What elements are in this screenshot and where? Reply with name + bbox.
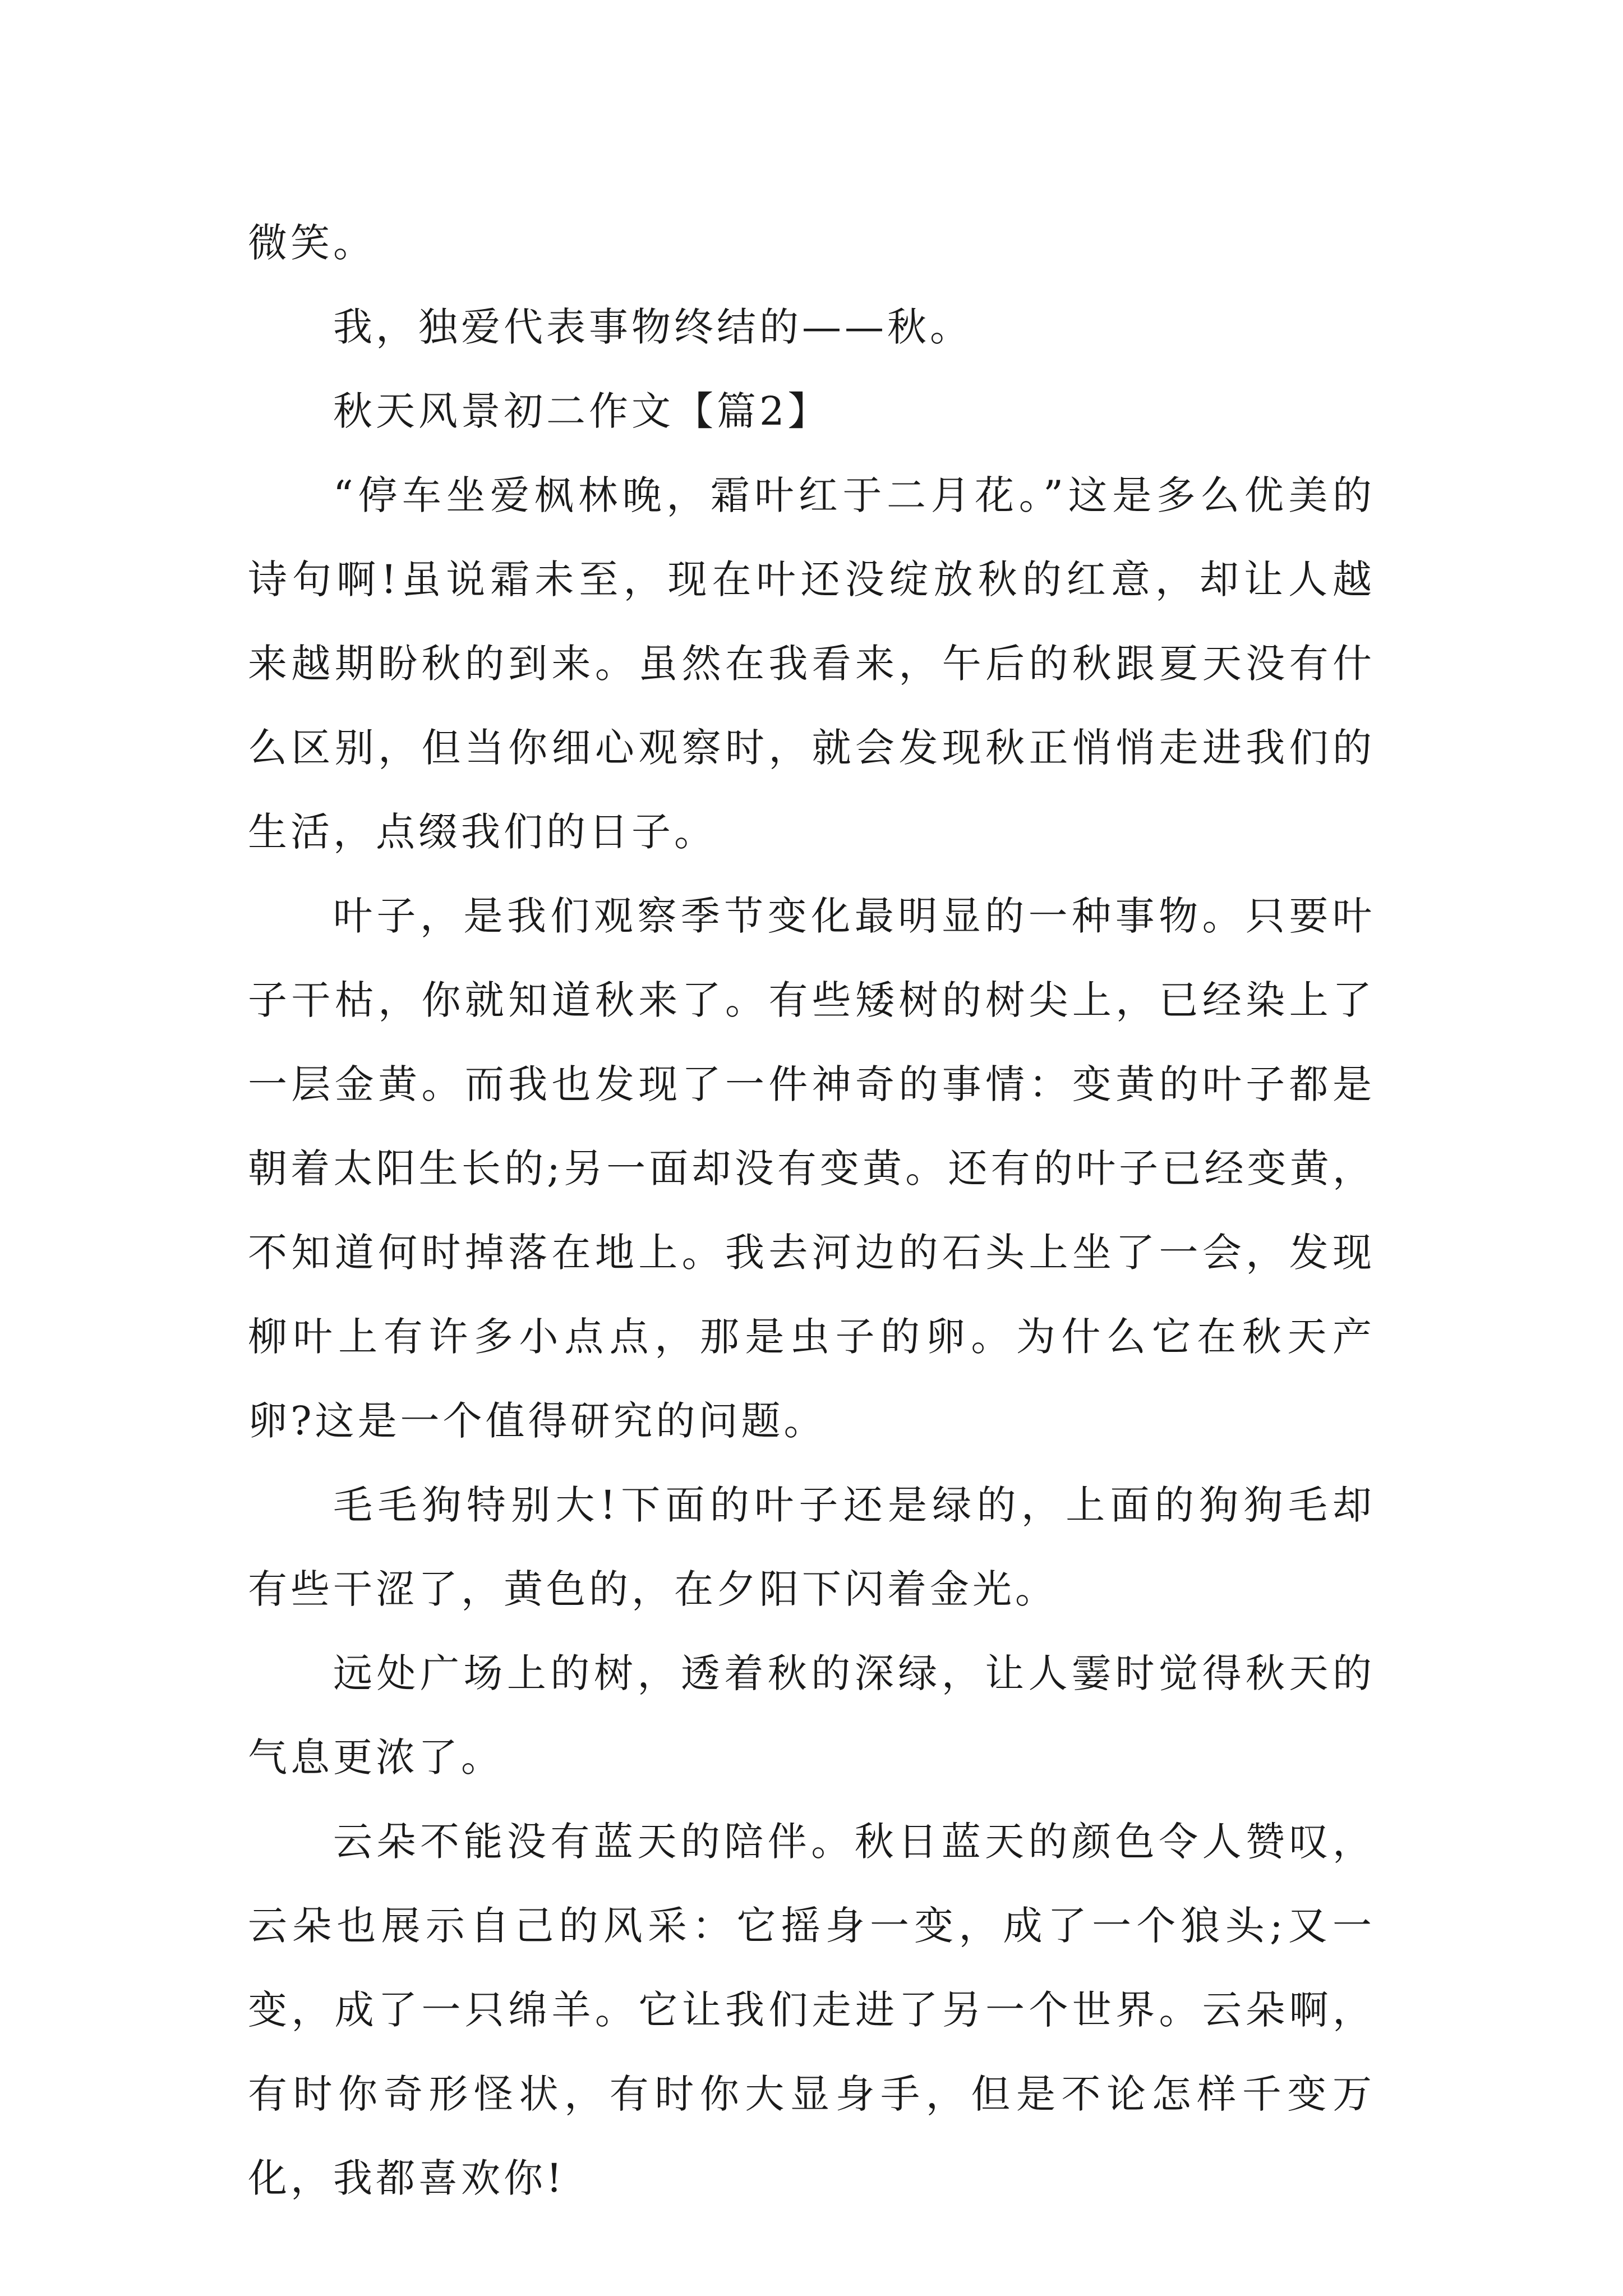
paragraph-closing-line: 我，独爱代表事物终结的——秋。 <box>333 304 972 350</box>
paragraph-square-trees: 远处广场上的树，透着秋的深绿，让人霎时觉得秋天的气息更浓了。 <box>248 1650 1375 1780</box>
document-body <box>248 201 1375 2220</box>
paragraph-poem-intro: “停车坐爱枫林晚，霜叶红于二月花。”这是多么优美的诗句啊!虽说霜未至，现在叶还没绽放秋的红意，却让人越来越期盼秋的到来。虽然在我看来，午后的秋跟夏天没有什么区别，但当你细心观察时，就会发现秋正悄悄走进我们的生活，点缀我们的日子。 <box>248 472 1375 855</box>
paragraph-foxtail: 毛毛狗特别大!下面的叶子还是绿的，上面的狗狗毛却有些干涩了，黄色的，在夕阳下闪着金光。 <box>248 1482 1375 1612</box>
paragraph-continuation: 微笑。 <box>248 220 376 266</box>
paragraph-leaves: 叶子，是我们观察季节变化最明显的一种事物。只要叶子干枯，你就知道秋来了。有些矮树的树尖上，已经染上了一层金黄。而我也发现了一件神奇的事情：变黄的叶子都是朝着太阳生长的;另一面却没有变黄。还有的叶子已经变黄，不知道何时掉落在地上。我去河边的石头上坐了一会，发现柳叶上有许多小点点，那是虫子的卵。为什么它在秋天产卵?这是一个值得研究的问题。 <box>248 893 1375 1444</box>
paragraph-clouds: 云朵不能没有蓝天的陪伴。秋日蓝天的颜色令人赞叹，云朵也展示自己的风采：它摇身一变，成了一个狼头;又一变，成了一只绵羊。它让我们走进了另一个世界。云朵啊，有时你奇形怪状，有时你大显身手，但是不论怎样千变万化，我都喜欢你! <box>248 1819 1375 2201</box>
section-heading: 秋天风景初二作文【篇2】 <box>333 388 831 434</box>
